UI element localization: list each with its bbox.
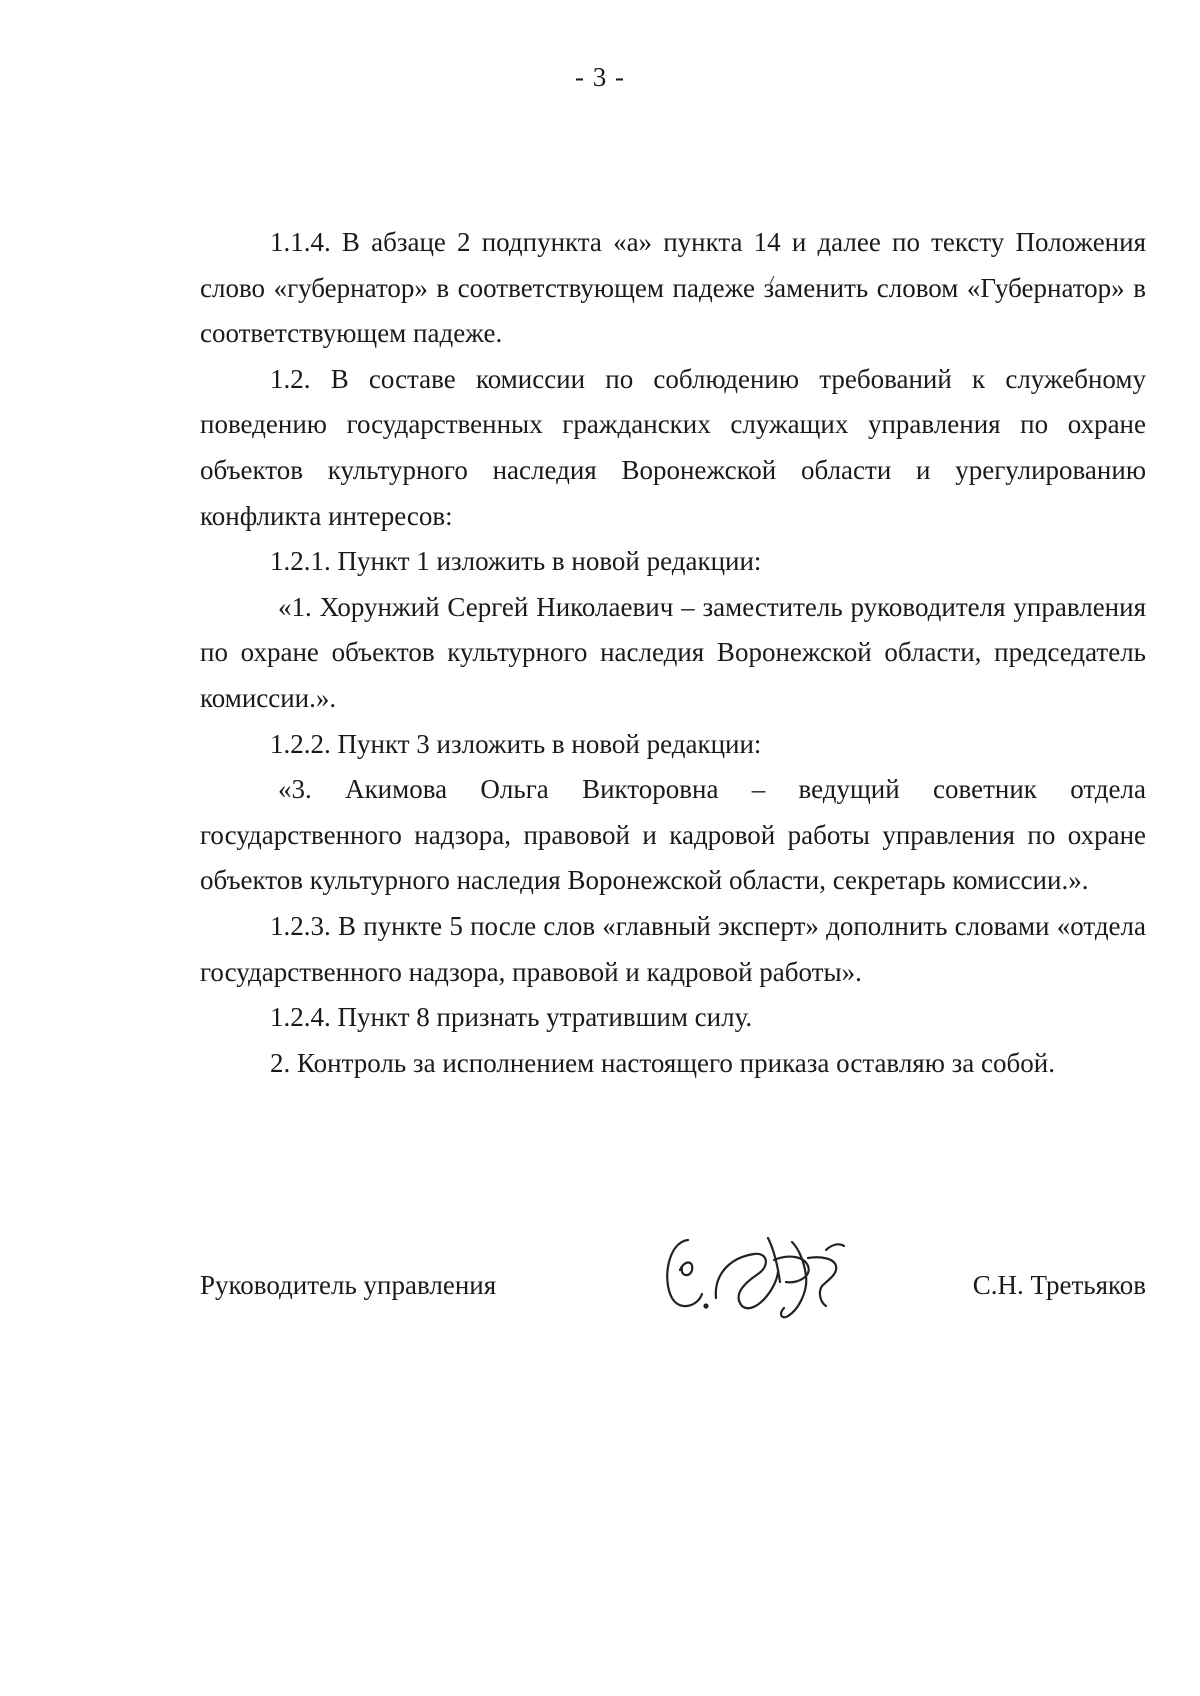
signer-name: С.Н. Третьяков	[972, 1270, 1146, 1300]
paragraph-1-2-1: 1.2.1. Пункт 1 изложить в новой редакции:	[270, 546, 762, 577]
paragraph-item-1: «1. Хорунжий Сергей Николаевич – заместитель руководителя управления по охране объектов культурного наследия Воронежской области, председатель комиссии.».	[200, 591, 1146, 713]
page-number: - 3 -	[575, 62, 625, 92]
document-body	[200, 220, 1146, 1086]
paragraph-1-2-3: 1.2.3. В пункте 5 после слов «главный эксперт» дополнить словами «отдела государственного надзора, правовой и кадровой работы».	[200, 910, 1146, 987]
signature-block	[200, 1240, 1146, 1360]
paragraph-1-2-4: 1.2.4. Пункт 8 признать утратившим силу.	[270, 1002, 753, 1033]
handwritten-signature	[658, 1220, 868, 1330]
paragraph-1-1-4: 1.1.4. В абзаце 2 подпункта «а» пункта 14 и далее по тексту Положения слово «губернатор» в соответствующем падеже заменить словом «Губернатор» в соответствующем падеже.	[200, 227, 1146, 349]
paragraph-1-2: 1.2. В составе комиссии по соблюдению требований к служебному поведению государственных гражданских служащих управления по охране объектов культурного наследия Воронежской области и урегулированию конфликта интересов:	[200, 363, 1146, 531]
signer-position: Руководитель управления	[200, 1270, 497, 1300]
paragraph-2: 2. Контроль за исполнением настоящего приказа оставляю за собой.	[270, 1047, 1055, 1078]
paragraph-1-2-2: 1.2.2. Пункт 3 изложить в новой редакции:	[270, 728, 762, 759]
paragraph-item-3: «3. Акимова Ольга Викторовна – ведущий советник отдела государственного надзора, правовой и кадровой работы управления по охране объектов культурного наследия Воронежской области, секретарь комиссии.».	[200, 774, 1146, 896]
